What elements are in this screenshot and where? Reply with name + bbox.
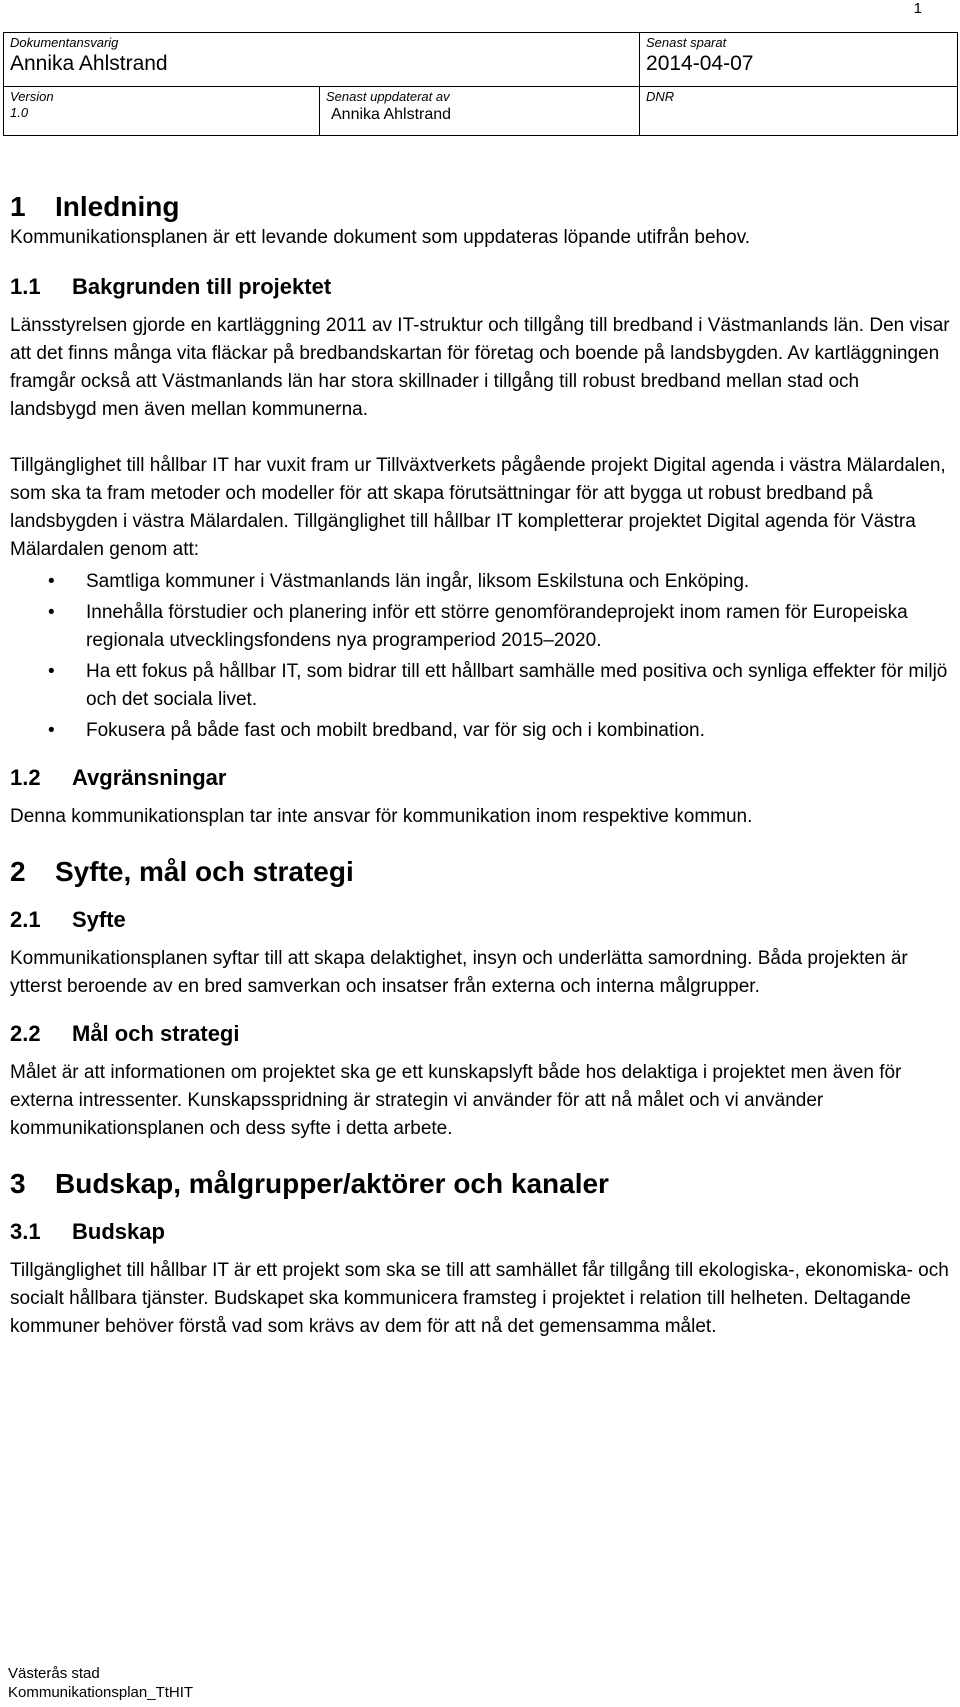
- bullet-icon: •: [48, 571, 55, 592]
- paragraph-bakgrund-1: Länsstyrelsen gjorde en kartläggning 2011 av IT-struktur och tillgång till bredband i Västmanlands län. Den visar att det finns många vita fläckar på bredbandskartan för företag och boende på landsbygden. Av kartläggningen framgår också att Västmanlands län har stora skillnader i tillgång till robust bredband mellan stad och landsbygd men även mellan kommunerna.: [10, 315, 950, 420]
- heading-inledning: [10, 190, 950, 224]
- updated-by-value: Annika Ahlstrand: [331, 106, 452, 123]
- list-item-text: Ha ett fokus på hållbar IT, som bidrar till ett hållbart samhälle med positiva och synliga effekter för miljö och det sociala livet.: [86, 661, 948, 710]
- heading-title: Syfte, mål och strategi: [55, 856, 354, 887]
- heading-title: Syfte: [72, 907, 126, 932]
- saved-label: Senast sparat: [646, 35, 727, 50]
- saved-value: 2014-04-07: [646, 52, 754, 75]
- heading-title: Budskap, målgrupper/aktörer och kanaler: [55, 1168, 609, 1199]
- paragraph-syfte: Kommunikationsplanen syftar till att skapa delaktighet, insyn och underlätta samordning. Båda projekten är ytterst beroende av en bred samverkan och insatser från externa och interna målgrupper.: [10, 948, 908, 997]
- footer-document-name: Kommunikationsplan_TtHIT: [8, 1684, 194, 1701]
- paragraph-avgransningar: Denna kommunikationsplan tar inte ansvar för kommunikation inom respektive kommun.: [10, 806, 753, 827]
- bullet-icon: •: [48, 602, 55, 623]
- dnr-cell: [640, 87, 958, 136]
- heading-title: Mål och strategi: [72, 1021, 240, 1046]
- heading-budskap: [10, 1217, 950, 1247]
- heading-title: Avgränsningar: [72, 765, 227, 790]
- list-item-text: Samtliga kommuner i Västmanlands län ingår, liksom Eskilstuna och Enköping.: [86, 571, 750, 592]
- page-footer: [8, 1664, 193, 1702]
- owner-label: Dokumentansvarig: [10, 35, 119, 50]
- heading-mal-och-strategi: [10, 1019, 950, 1049]
- document-metadata-table: [3, 32, 958, 136]
- heading-syfte-mal-strategi: [10, 855, 950, 889]
- bullet-icon: •: [48, 720, 55, 741]
- heading-bakgrund: [10, 272, 950, 302]
- version-value: 1.0: [10, 105, 29, 120]
- heading-number: 1: [10, 191, 26, 222]
- paragraph-budskap: Tillgänglighet till hållbar IT är ett projekt som ska se till att samhället får tillgång till ekologiska-, ekonomiska- och socialt hållbara tjänster. Budskapet ska kommunicera framsteg i projektet i relation till helheten. Deltagande kommuner behöver förstå vad som krävs av dem för att nå det gemensamma målet.: [10, 1260, 949, 1337]
- heading-syfte: [10, 905, 950, 935]
- owner-value: Annika Ahlstrand: [10, 52, 168, 75]
- updated-by-cell: [320, 87, 640, 136]
- list-item: [10, 599, 950, 655]
- list-item: [10, 568, 950, 596]
- list-item-text: Fokusera på både fast och mobilt bredband, var för sig och i kombination.: [86, 720, 705, 741]
- paragraph-inledning: Kommunikationsplanen är ett levande dokument som uppdateras löpande utifrån behov.: [10, 227, 751, 248]
- list-item: [10, 658, 950, 714]
- list-item-text: Innehålla förstudier och planering inför ett större genomförandeprojekt inom ramen för Europeiska regionala utvecklingsfondens nya programperiod 2015–2020.: [86, 602, 908, 651]
- heading-number: 1.1: [10, 274, 41, 299]
- page-number: 1: [913, 0, 922, 17]
- paragraph-bakgrund-2: Tillgänglighet till hållbar IT har vuxit fram ur Tillväxtverkets pågående projekt Digital agenda i västra Mälardalen, som ska ta fram metoder och modeller för att skapa förutsättningar för att bygga ut robust bredband på landsbygden i västra Mälardalen. Tillgänglighet till hållbar IT kompletterar projektet Digital agenda för Västra Mälardalen genom att:: [10, 455, 946, 560]
- saved-cell: [640, 33, 958, 87]
- heading-title: Budskap: [72, 1219, 165, 1244]
- heading-number: 1.2: [10, 765, 41, 790]
- heading-number: 2.1: [10, 907, 41, 932]
- updated-by-label: Senast uppdaterat av: [326, 89, 450, 104]
- list-item: [10, 717, 950, 745]
- paragraph-mal-och-strategi: Målet är att informationen om projektet ska ge ett kunskapslyft både hos delaktiga i projektet men även för externa intressenter. Kunskapsspridning är strategin vi använder för att nå målet och vi använder kommunikationsplanen och dess syfte i detta arbete.: [10, 1062, 902, 1139]
- heading-title: Bakgrunden till projektet: [72, 274, 332, 299]
- heading-avgransningar: [10, 763, 950, 793]
- heading-number: 3: [10, 1168, 26, 1199]
- bullet-icon: •: [48, 661, 55, 682]
- bullet-list: [10, 568, 950, 745]
- version-cell: [4, 87, 320, 136]
- document-body: [10, 190, 950, 1341]
- heading-number: 2.2: [10, 1021, 41, 1046]
- heading-title: Inledning: [55, 191, 180, 222]
- dnr-label: DNR: [646, 89, 675, 104]
- heading-number: 2: [10, 856, 26, 887]
- version-label: Version: [10, 89, 54, 104]
- heading-budskap-malgrupper-kanaler: [10, 1167, 950, 1201]
- footer-organization: Västerås stad: [8, 1665, 100, 1682]
- heading-number: 3.1: [10, 1219, 41, 1244]
- owner-cell: [4, 33, 640, 87]
